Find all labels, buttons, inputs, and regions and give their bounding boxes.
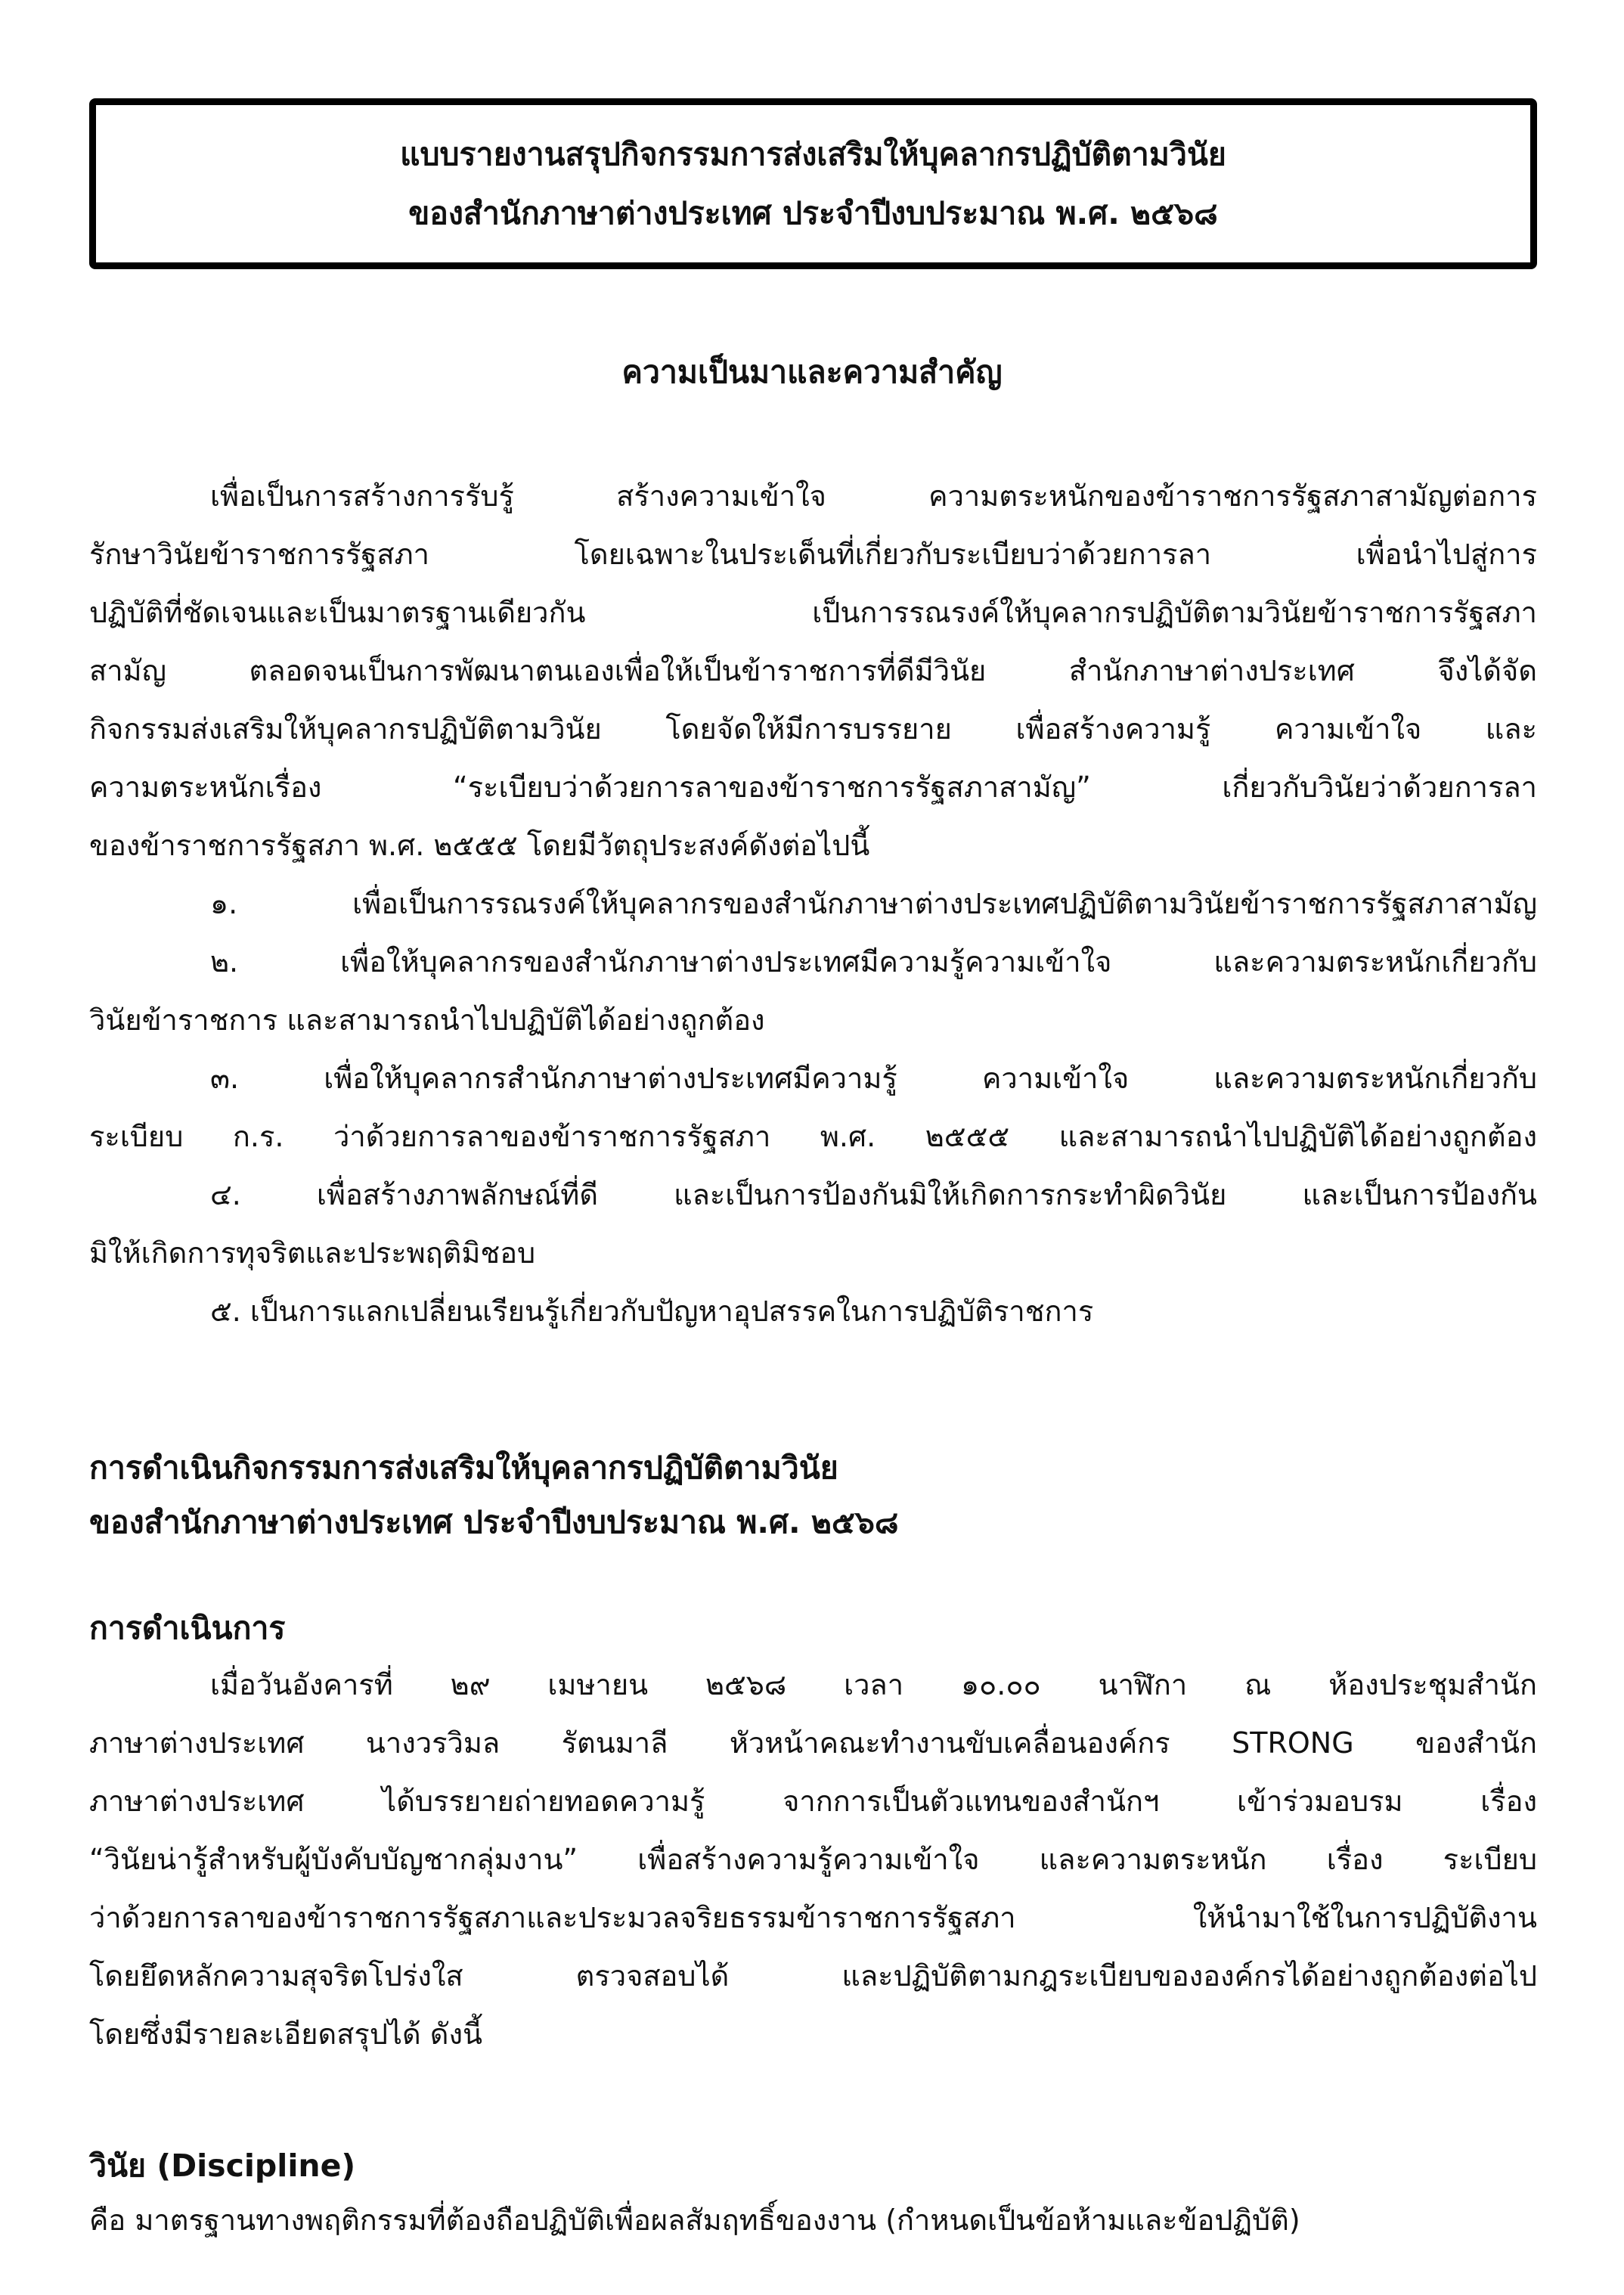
objective-2-cont: วินัยข้าราชการ และสามารถนำไปปฏิบัติได้อย่างถูกต้อง xyxy=(89,1003,765,1037)
background-heading: ความเป็นมาและความสำคัญ xyxy=(621,354,1003,390)
discipline-heading: วินัย (Discipline) xyxy=(89,2148,356,2184)
operation-line: “วินัยน่ารู้สำหรับผู้บังคับบัญชากลุ่มงาน” เพื่อสร้างความรู้ความเข้าใจ และความตระหนัก เรื่อง ระเบียบ xyxy=(89,1843,1537,1876)
discipline-definition: คือ มาตรฐานทางพฤติกรรมที่ต้องถือปฏิบัติเพื่อผลสัมฤทธิ์ของงาน (กำหนดเป็นข้อห้ามและข้อปฏิบัติ) xyxy=(89,2204,1300,2237)
objective-5: ๕. เป็นการแลกเปลี่ยนเรียนรู้เกี่ยวกับปัญหาอุปสรรคในการปฏิบัติราชการ xyxy=(210,1295,1094,1328)
paragraph-line: เพื่อเป็นการสร้างการรับรู้ สร้างความเข้าใจ ความตระหนักของข้าราชการรัฐสภาสามัญต่อการ xyxy=(210,479,1537,513)
operation-paragraph xyxy=(89,1656,1537,2064)
operation-line: ภาษาต่างประเทศ นางวรวิมล รัตนมาลี หัวหน้าคณะทำงานขับเคลื่อนองค์กร STRONG ของสำนัก xyxy=(89,1726,1537,1760)
activity-heading-line-2: ของสำนักภาษาต่างประเทศ ประจำปีงบประมาณ พ.ศ. ๒๕๖๘ xyxy=(89,1504,899,1540)
paragraph-line: สามัญ ตลอดจนเป็นการพัฒนาตนเองเพื่อให้เป็นข้าราชการที่ดีมีวินัย สำนักภาษาต่างประเทศ จึงได้จัด xyxy=(89,654,1537,687)
operation-line: ว่าด้วยการลาของข้าราชการรัฐสภาและประมวลจริยธรรมข้าราชการรัฐสภา ให้นำมาใช้ในการปฏิบัติงาน xyxy=(89,1901,1537,1934)
operation-line: ภาษาต่างประเทศ ได้บรรยายถ่ายทอดความรู้ จากการเป็นตัวแทนของสำนักฯ เข้าร่วมอบรม เรื่อง xyxy=(89,1785,1537,1818)
title-box xyxy=(89,98,1537,269)
paragraph-line: ของข้าราชการรัฐสภา พ.ศ. ๒๕๕๕ โดยมีวัตถุประสงค์ดังต่อไปนี้ xyxy=(89,829,870,862)
background-paragraph xyxy=(89,467,1537,1341)
objective-3: ๓. เพื่อให้บุคลากรสำนักภาษาต่างประเทศมีความรู้ ความเข้าใจ และความตระหนักเกี่ยวกับ xyxy=(210,1062,1537,1095)
objective-1: ๑. เพื่อเป็นการรณรงค์ให้บุคลากรของสำนักภาษาต่างประเทศปฏิบัติตามวินัยข้าราชการรัฐสภาสามัญ xyxy=(210,887,1537,920)
operation-heading: การดำเนินการ xyxy=(89,1610,286,1646)
paragraph-line: กิจกรรมส่งเสริมให้บุคลากรปฏิบัติตามวินัย โดยจัดให้มีการบรรยาย เพื่อสร้างความรู้ ความเข้าใจ และ xyxy=(89,712,1537,746)
paragraph-line: รักษาวินัยข้าราชการรัฐสภา โดยเฉพาะในประเด็นที่เกี่ยวกับระเบียบว่าด้วยการลา เพื่อนำไปสู่การ xyxy=(89,538,1537,571)
operation-line: โดยซึ่งมีรายละเอียดสรุปได้ ดังนี้ xyxy=(89,2017,483,2051)
objective-4: ๔. เพื่อสร้างภาพลักษณ์ที่ดี และเป็นการป้องกันมิให้เกิดการกระทำผิดวินัย และเป็นการป้องกัน xyxy=(210,1178,1537,1211)
title-line-1: แบบรายงานสรุปกิจกรรมการส่งเสริมให้บุคลากรปฏิบัติตามวินัย xyxy=(400,136,1226,172)
discipline-definition-block xyxy=(89,2191,1537,2250)
activity-heading-line-1: การดำเนินกิจกรรมการส่งเสริมให้บุคลากรปฏิบัติตามวินัย xyxy=(89,1450,838,1486)
operation-line: โดยยึดหลักความสุจริตโปร่งใส ตรวจสอบได้ และปฏิบัติตามกฎระเบียบขององค์กรได้อย่างถูกต้องต่อไป xyxy=(89,1959,1537,1993)
paragraph-line: ความตระหนักเรื่อง “ระเบียบว่าด้วยการลาของข้าราชการรัฐสภาสามัญ” เกี่ยวกับวินัยว่าด้วยการลา xyxy=(89,771,1537,804)
objective-3-cont: ระเบียบ ก.ร. ว่าด้วยการลาของข้าราชการรัฐสภา พ.ศ. ๒๕๕๕ และสามารถนำไปปฏิบัติได้อย่างถูกต้อง xyxy=(89,1120,1537,1153)
objective-2: ๒. เพื่อให้บุคลากรของสำนักภาษาต่างประเทศมีความรู้ความเข้าใจ และความตระหนักเกี่ยวกับ xyxy=(210,945,1537,978)
objective-4-cont: มิให้เกิดการทุจริตและประพฤติมิชอบ xyxy=(89,1236,536,1270)
paragraph-line: ปฏิบัติที่ชัดเจนและเป็นมาตรฐานเดียวกัน เป็นการรณรงค์ให้บุคลากรปฏิบัติตามวินัยข้าราชการรัฐสภา xyxy=(89,596,1537,629)
title-line-2: ของสำนักภาษาต่างประเทศ ประจำปีงบประมาณ พ.ศ. ๒๕๖๘ xyxy=(408,195,1218,231)
operation-line: เมื่อวันอังคารที่ ๒๙ เมษายน ๒๕๖๘ เวลา ๑๐.๐๐ นาฬิกา ณ ห้องประชุมสำนัก xyxy=(210,1668,1537,1701)
